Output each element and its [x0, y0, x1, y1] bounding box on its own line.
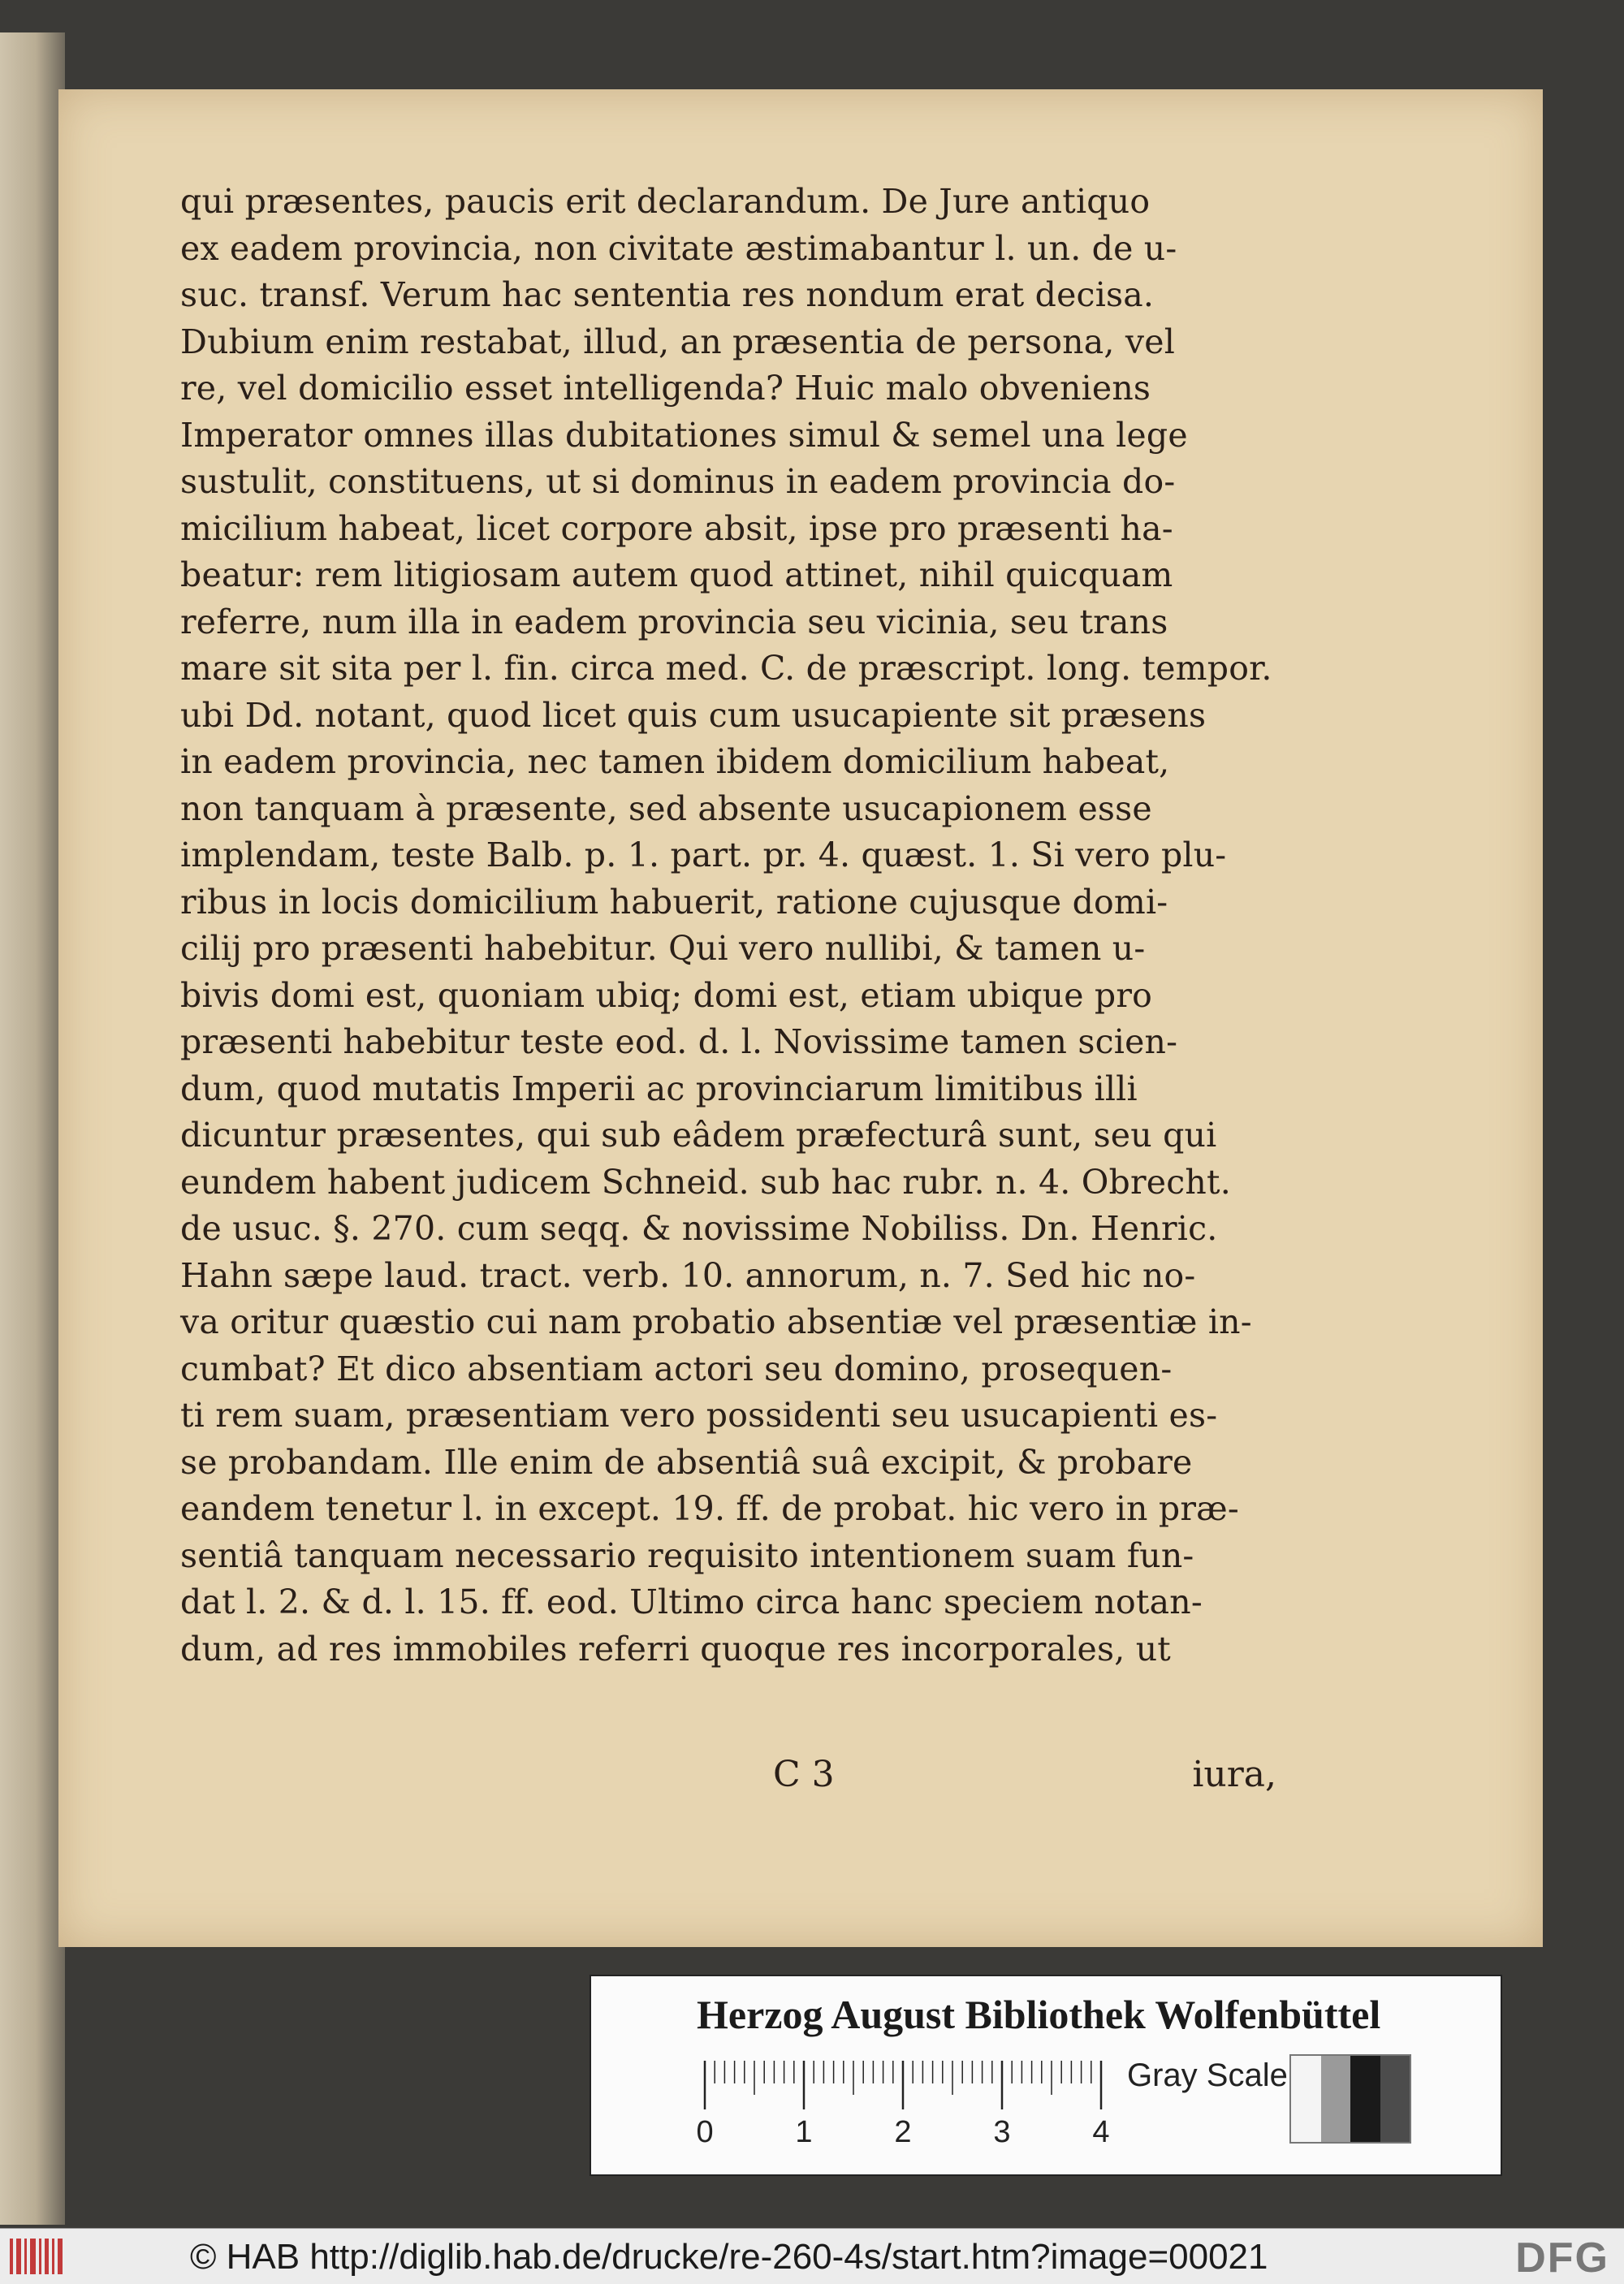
text-line: eundem habent judicem Schneid. sub hac rubr. n. 4. Obrecht. — [180, 1162, 1231, 1202]
gray-scale-label: Gray Scale — [1127, 2057, 1288, 2093]
library-name: Herzog August Bibliothek Wolfenbüttel — [697, 1992, 1381, 2037]
text-line: eandem tenetur l. in except. 19. ff. de probat. hic vero in præ- — [180, 1489, 1239, 1528]
book-page — [58, 89, 1543, 1947]
text-line: sentiâ tanquam necessario requisito intentionem suam fun- — [180, 1535, 1194, 1575]
text-line: micilium habeat, licet corpore absit, ipse pro præsenti ha- — [180, 508, 1173, 548]
text-line: referre, num illa in eadem provincia seu vicinia, seu trans — [180, 602, 1168, 641]
text-line: se probandam. Ille enim de absentiâ suâ excipit, & probare — [180, 1442, 1193, 1482]
text-line: dum, quod mutatis Imperii ac provinciarum limitibus illi — [180, 1069, 1138, 1108]
page-text-block — [180, 179, 1276, 1795]
ruler-number: 2 — [894, 2115, 912, 2149]
signature-mark: C 3 — [773, 1754, 835, 1795]
text-line: mare sit sita per l. fin. circa med. C. de præscript. long. tempor. — [180, 649, 1272, 688]
viewer-footer — [0, 2228, 1624, 2284]
text-line: ubi Dd. notant, quod licet quis cum usucapiente sit præsens — [180, 695, 1207, 735]
catchword: iura, — [1192, 1754, 1276, 1795]
text-line: cilij pro præsenti habebitur. Qui vero nullibi, & tamen u- — [180, 929, 1146, 968]
text-line: va oritur quæstio cui nam probatio absentiæ vel præsentiæ in- — [180, 1302, 1252, 1341]
text-line: ti rem suam, præsentiam vero possidenti seu usucapienti es- — [180, 1396, 1218, 1435]
text-line: sustulit, constituens, ut si dominus in eadem provincia do- — [180, 462, 1176, 501]
text-line: qui præsentes, paucis erit declarandum. De Jure antiquo — [180, 182, 1151, 221]
text-line: in eadem provincia, nec tamen ibidem domicilium habeat, — [180, 742, 1170, 781]
ruler-number: 4 — [1092, 2115, 1110, 2149]
ruler-number: 3 — [993, 2115, 1011, 2149]
text-line: suc. transf. Verum hac sententia res nondum erat decisa. — [180, 275, 1155, 314]
text-line: Imperator omnes illas dubitationes simul & semel una lege — [180, 415, 1188, 455]
book-left-edge — [0, 32, 65, 2225]
color-calibration-card — [590, 1975, 1502, 2176]
gray-scale-swatch — [1289, 2054, 1411, 2144]
text-line: de usuc. §. 270. cum seqq. & novissime Nobiliss. Dn. Henric. — [180, 1209, 1218, 1248]
page-footer-line — [180, 1754, 1276, 1803]
text-line: ex eadem provincia, non civitate æstimabantur l. un. de u- — [180, 228, 1177, 268]
text-line: implendam, teste Balb. p. 1. part. pr. 4. quæst. 1. Si vero plu- — [180, 835, 1227, 874]
text-line: Hahn sæpe laud. tract. verb. 10. annorum, n. 7. Sed hic no- — [180, 1255, 1196, 1295]
scale-ruler — [696, 2057, 1132, 2149]
text-line: præsenti habebitur teste eod. d. l. Novissime tamen scien- — [180, 1022, 1178, 1061]
text-line: ribus in locis domicilium habuerit, ratione cujusque domi- — [180, 882, 1168, 922]
copyright-link[interactable]: © HAB http://diglib.hab.de/drucke/re-260-4s/start.htm?image=00021 — [190, 2237, 1268, 2277]
text-line: beatur: rem litigiosam autem quod attinet, nihil quicquam — [180, 555, 1173, 594]
text-line: dicuntur præsentes, qui sub eâdem præfecturâ sunt, seu qui — [180, 1116, 1217, 1155]
text-line: Dubium enim restabat, illud, an præsentia de persona, vel — [180, 322, 1176, 361]
text-line: bivis domi est, quoniam ubiq; domi est, etiam ubique pro — [180, 975, 1153, 1015]
text-line: dum, ad res immobiles referri quoque res incorporales, ut — [180, 1629, 1171, 1669]
barcode-icon — [8, 2235, 65, 2278]
text-line: re, vel domicilio esset intelligenda? Huic malo obveniens — [180, 369, 1151, 408]
text-line: dat l. 2. & d. l. 15. ff. eod. Ultimo circa hanc speciem notan- — [180, 1582, 1203, 1621]
text-line: non tanquam à præsente, sed absente usucapionem esse — [180, 788, 1152, 828]
ruler-number: 1 — [795, 2115, 813, 2149]
text-line: cumbat? Et dico absentiam actori seu domino, prosequen- — [180, 1349, 1173, 1388]
ruler-number: 0 — [696, 2115, 714, 2149]
dfg-logo: DFG — [1515, 2234, 1609, 2282]
